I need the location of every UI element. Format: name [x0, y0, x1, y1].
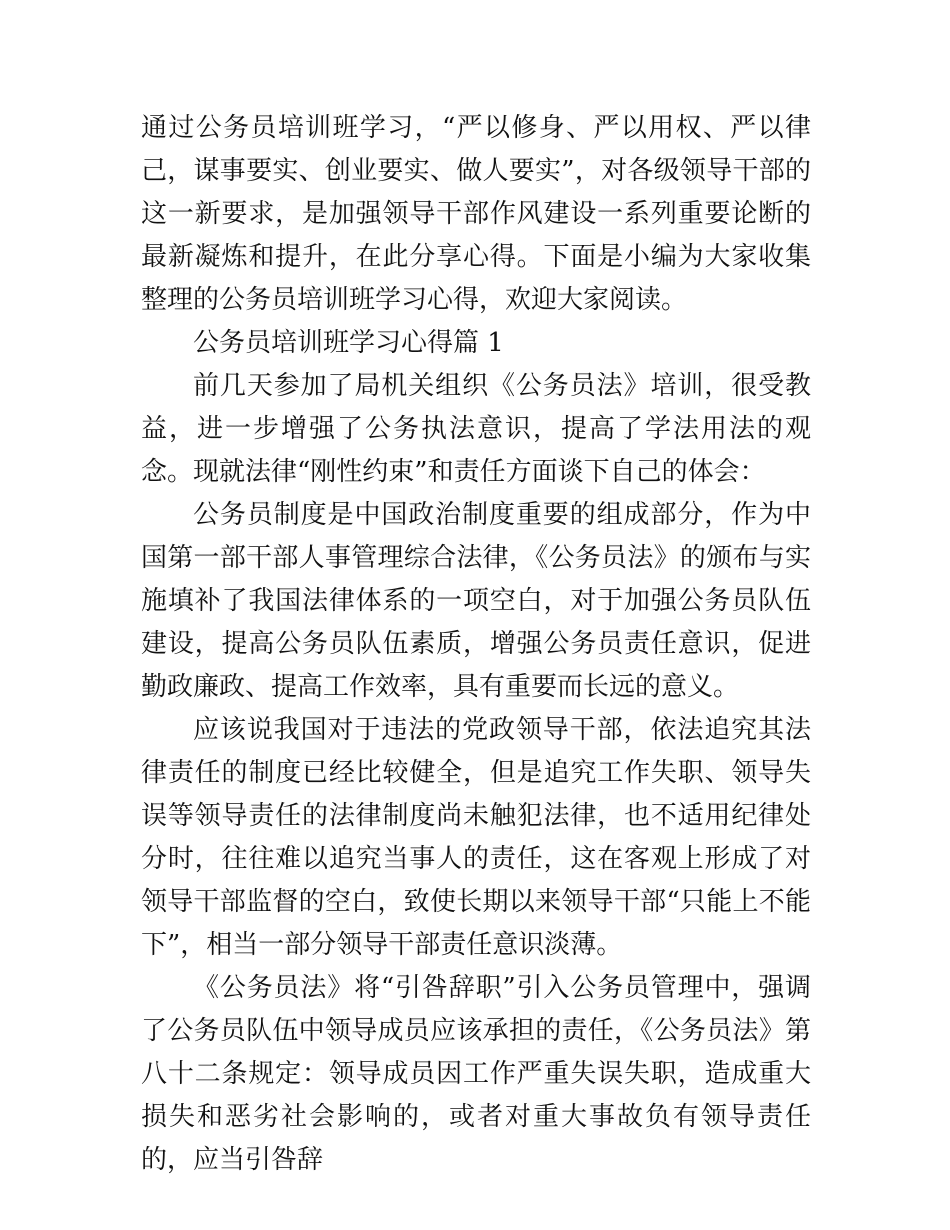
- body-paragraph-3: 应该说我国对于违法的党政领导干部，依法追究其法律责任的制度已经比较健全，但是追究工作失职、领导失误等领导责任的法律制度尚未触犯法律，也不适用纪律处分时，往往难以追究当事人的责任，这在客观上形成了对领导干部监督的空白，致使长期以来领导干部“只能上不能下”，相当一部分领导干部责任意识淡薄。: [141, 715, 811, 960]
- document-body: [141, 107, 811, 1182]
- body-paragraph-2: 公务员制度是中国政治制度重要的组成部分，作为中国第一部干部人事管理综合法律，《公务员法》的颁布与实施填补了我国法律体系的一项空白，对于加强公务员队伍建设，提高公务员队伍素质，增强公务员责任意识，促进勤政廉政、提高工作效率，具有重要而长远的意义。: [141, 500, 811, 702]
- intro-paragraph: 通过公务员培训班学习，“严以修身、严以用权、严以律己，谋事要实、创业要实、做人要实”，对各级领导干部的这一新要求，是加强领导干部作风建设一系列重要论断的最新凝炼和提升，在此分享心得。下面是小编为大家收集整理的公务员培训班学习心得，欢迎大家阅读。: [141, 113, 811, 315]
- body-paragraph-1: 前几天参加了局机关组织《公务员法》培训，很受教益，进一步增强了公务执法意识，提高了学法用法的观念。现就法律“刚性约束”和责任方面谈下自己的体会：: [141, 371, 811, 487]
- body-paragraph-4: 《公务员法》将“引咎辞职”引入公务员管理中，强调了公务员队伍中领导成员应该承担的责任，《公务员法》第八十二条规定：领导成员因工作严重失误失职，造成重大损失和恶劣社会影响的，或者对重大事故负有领导责任的，应当引咎辞: [141, 973, 811, 1175]
- section-heading: 公务员培训班学习心得篇 1: [193, 328, 504, 358]
